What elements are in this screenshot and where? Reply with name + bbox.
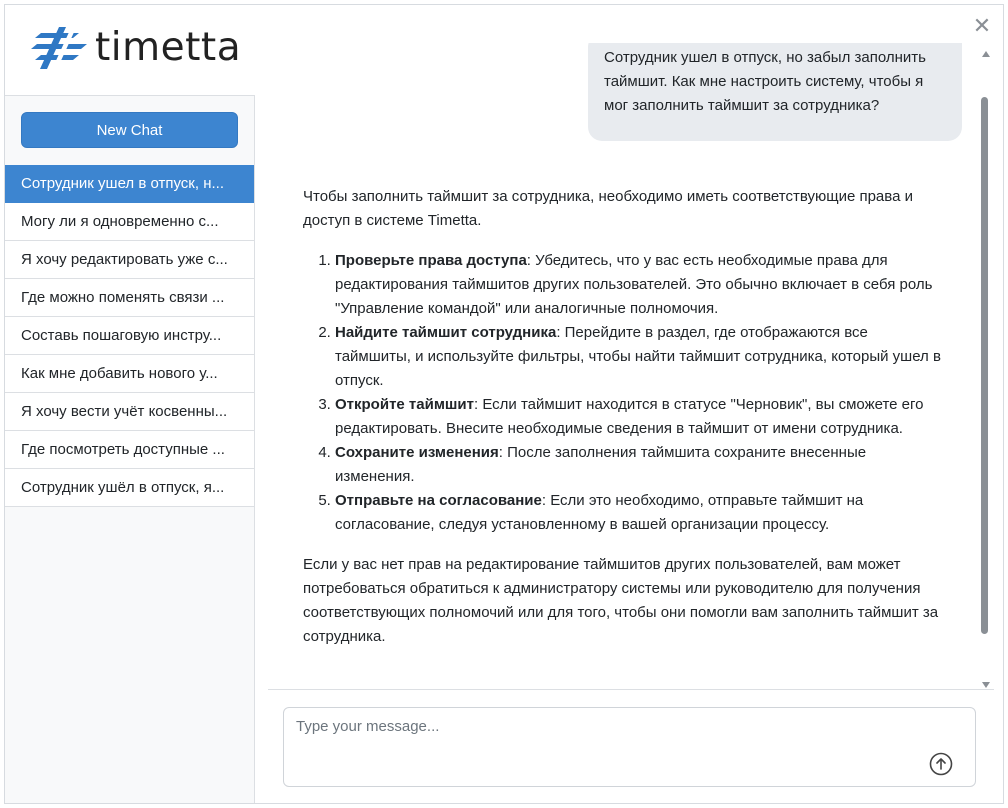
- chat-history-item[interactable]: Я хочу вести учёт косвенны...: [5, 393, 254, 431]
- step-text: : Перейдите в раздел, где отображаются все таймшиты, и используйте фильтры, чтобы найти таймшит сотрудника, который ушел в отпуск.: [335, 324, 941, 389]
- step-text: : Убедитесь, что у вас есть необходимые права для редактирования таймшитов других пользователей. Это обычно включает в себя роль "Управление командой" или аналогичные полномочия.: [335, 252, 933, 317]
- step-text: : Если таймшит находится в статусе "Черновик", вы сможете его редактировать. Внесите необходимые сведения в таймшит от имени сотрудника.: [335, 396, 924, 437]
- assistant-message: [303, 185, 943, 665]
- app-window: [4, 4, 1004, 804]
- user-message: Сотрудник ушел в отпуск, но забыл заполнить таймшит. Как мне настроить систему, чтобы я мог заполнить таймшит за сотрудника?: [588, 43, 962, 141]
- step-item: [335, 249, 943, 321]
- assistant-intro: Чтобы заполнить таймшит за сотрудника, необходимо иметь соответствующие права и доступ в системе Timetta.: [303, 188, 913, 229]
- send-arrow-up-icon[interactable]: [929, 752, 953, 776]
- logo: [5, 5, 255, 96]
- chat-history-item[interactable]: Где можно поменять связи ...: [5, 279, 254, 317]
- step-title: Проверьте права доступа: [335, 252, 527, 269]
- message-input[interactable]: [296, 718, 916, 742]
- step-text: : Если это необходимо, отправьте таймшит на согласование, следуя установленному в вашей организации процессу.: [335, 492, 864, 533]
- input-divider: [268, 689, 994, 690]
- message-input-box: [283, 707, 976, 787]
- new-chat-button[interactable]: New Chat: [21, 112, 238, 148]
- step-item: [335, 321, 943, 393]
- scrollbar-thumb[interactable]: [981, 97, 988, 634]
- chat-history-list: [5, 165, 254, 507]
- chat-scrollbar[interactable]: [980, 43, 992, 691]
- chat-history-item[interactable]: Я хочу редактировать уже с...: [5, 241, 254, 279]
- chat-history-item[interactable]: Сотрудник ушел в отпуск, н...: [5, 165, 254, 203]
- scroll-down-arrow-icon[interactable]: [982, 682, 990, 688]
- step-title: Найдите таймшит сотрудника: [335, 324, 557, 341]
- step-item: [335, 441, 943, 489]
- chat-messages: [268, 43, 983, 688]
- chat-history-item[interactable]: Сотрудник ушёл в отпуск, я...: [5, 469, 254, 507]
- close-icon[interactable]: ✕: [972, 13, 992, 38]
- step-item: [335, 393, 943, 441]
- step-text: : После заполнения таймшита сохраните внесенные изменения.: [335, 444, 867, 485]
- scroll-up-arrow-icon[interactable]: [982, 51, 990, 57]
- chat-history-item[interactable]: Как мне добавить нового у...: [5, 355, 254, 393]
- chat-history-item[interactable]: Где посмотреть доступные ...: [5, 431, 254, 469]
- step-item: [335, 489, 943, 537]
- brand-name: timetta: [95, 25, 242, 70]
- chat-history-item[interactable]: Составь пошаговую инстру...: [5, 317, 254, 355]
- timetta-logo-icon: [29, 25, 89, 71]
- step-title: Откройте таймшит: [335, 396, 474, 413]
- assistant-outro: Если у вас нет прав на редактирование таймшитов других пользователей, вам может потребоваться обратиться к администратору системы или руководителю для получения соответствующих полномочий или для того, чтобы они помогли вам заполнить таймшит за сотрудника.: [303, 556, 939, 645]
- step-title: Сохраните изменения: [335, 444, 499, 461]
- step-title: Отправьте на согласование: [335, 492, 542, 509]
- sidebar: [5, 5, 255, 803]
- chat-history-item[interactable]: Могу ли я одновременно с...: [5, 203, 254, 241]
- steps-list: [335, 249, 943, 537]
